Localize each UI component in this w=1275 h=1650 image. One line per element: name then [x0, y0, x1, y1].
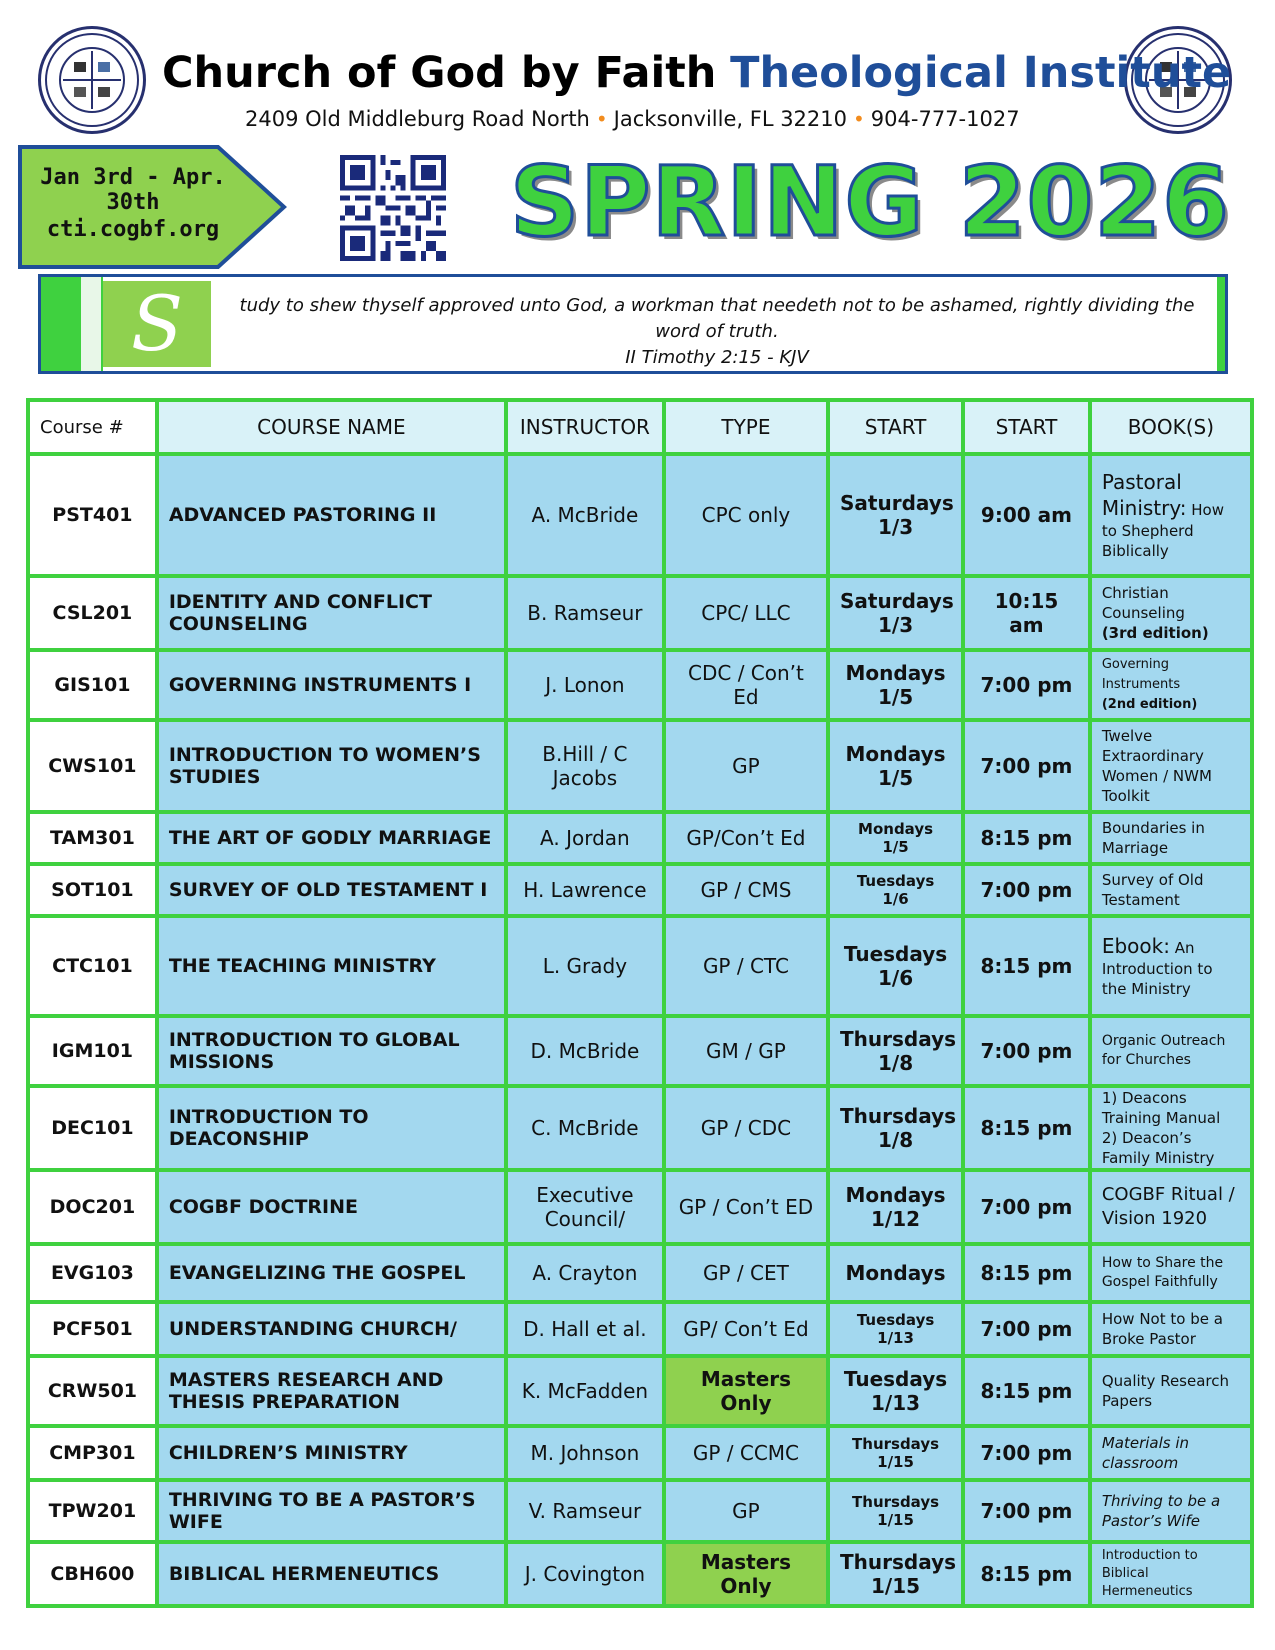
- table-row: [28, 1302, 1252, 1356]
- instructor: D. Hall et al.: [506, 1302, 664, 1356]
- day-label: Mondays: [845, 1261, 946, 1285]
- start-date: 1/3: [877, 515, 914, 539]
- title-institute: Theological Institute: [730, 48, 1232, 98]
- book-cell: 1) Deacons Training Manual 2) Deacon’s Family Ministry: [1090, 1086, 1252, 1170]
- instructor: A. Jordan: [506, 812, 664, 864]
- scripture-banner: [38, 274, 1228, 374]
- address-city: Jacksonville, FL 32210: [613, 107, 847, 131]
- book-subtitle: An Introduction to the Ministry: [1101, 939, 1213, 998]
- course-code: DEC101: [28, 1086, 157, 1170]
- course-code: PCF501: [28, 1302, 157, 1356]
- table-row: [28, 864, 1252, 916]
- course-code: TAM301: [28, 812, 157, 864]
- course-type: GP/Con’t Ed: [664, 812, 828, 864]
- course-code: EVG103: [28, 1244, 157, 1302]
- start-day: [828, 1542, 963, 1606]
- start-date: 1/3: [877, 613, 914, 637]
- course-name: UNDERSTANDING CHURCH/: [157, 1302, 506, 1356]
- banner-stripe: [41, 277, 81, 371]
- institute-seal-icon: [38, 26, 146, 134]
- column-header: COURSE NAME: [157, 400, 506, 454]
- book-title: Governing Instruments: [1101, 657, 1181, 692]
- book-cell: Introduction to Biblical Hermeneutics: [1090, 1542, 1252, 1606]
- start-date: 1/13: [877, 1329, 914, 1347]
- start-time: 7:00 pm: [963, 720, 1090, 812]
- course-type: GP / CMS: [664, 864, 828, 916]
- course-type: GP / CCMC: [664, 1426, 828, 1480]
- start-time: 8:15 pm: [963, 916, 1090, 1016]
- title-church: Church of God by Faith: [162, 48, 717, 98]
- course-code: CSL201: [28, 576, 157, 650]
- course-type: CDC / Con’t Ed: [664, 650, 828, 720]
- start-time: 7:00 pm: [963, 1170, 1090, 1244]
- start-day: [828, 864, 963, 916]
- start-time: 7:00 pm: [963, 864, 1090, 916]
- instructor: K. McFadden: [506, 1356, 664, 1426]
- course-type: GP: [664, 720, 828, 812]
- start-time: 7:00 pm: [963, 1016, 1090, 1086]
- course-name: EVANGELIZING THE GOSPEL: [157, 1244, 506, 1302]
- start-time: 7:00 pm: [963, 650, 1090, 720]
- book-cell: How Not to be a Broke Pastor: [1090, 1302, 1252, 1356]
- start-date: 1/8: [877, 1051, 914, 1075]
- book-cell: [1090, 454, 1252, 576]
- instructor: C. McBride: [506, 1086, 664, 1170]
- course-type: GP: [664, 1480, 828, 1542]
- date-arrow-banner: [18, 145, 288, 269]
- start-time: 10:15 am: [963, 576, 1090, 650]
- website-link[interactable]: cti.cogbf.org: [46, 217, 220, 242]
- instructor: J. Covington: [506, 1542, 664, 1606]
- address-street: 2409 Old Middleburg Road North: [245, 107, 590, 131]
- table-row: [28, 1480, 1252, 1542]
- table-row: [28, 812, 1252, 864]
- column-header: BOOK(S): [1090, 400, 1252, 454]
- instructor: L. Grady: [506, 916, 664, 1016]
- course-code: SOT101: [28, 864, 157, 916]
- table-row: [28, 1170, 1252, 1244]
- course-code: CBH600: [28, 1542, 157, 1606]
- instructor: V. Ramseur: [506, 1480, 664, 1542]
- term-heading: SPRING 2026: [510, 146, 1230, 258]
- start-day: [828, 1302, 963, 1356]
- column-header: INSTRUCTOR: [506, 400, 664, 454]
- course-name: THRIVING TO BE A PASTOR’S WIFE: [157, 1480, 506, 1542]
- course-name: GOVERNING INSTRUMENTS I: [157, 650, 506, 720]
- course-code: CTC101: [28, 916, 157, 1016]
- book-title: Ebook:: [1101, 934, 1170, 958]
- bullet-icon: •: [595, 107, 608, 131]
- day-label: Tuesdays: [856, 872, 935, 890]
- start-day: [828, 454, 963, 576]
- instructor: J. Lonon: [506, 650, 664, 720]
- table-row: [28, 1542, 1252, 1606]
- book-title: Christian Counseling: [1101, 584, 1185, 622]
- start-date: 1/5: [877, 766, 914, 790]
- course-code: PST401: [28, 454, 157, 576]
- instructor: A. Crayton: [506, 1244, 664, 1302]
- course-code: CRW501: [28, 1356, 157, 1426]
- day-label: Thursdays: [852, 1493, 940, 1511]
- course-name: INTRODUCTION TO GLOBAL MISSIONS: [157, 1016, 506, 1086]
- course-type: GP / Con’t ED: [664, 1170, 828, 1244]
- drop-cap-box: [103, 281, 211, 367]
- course-code: CMP301: [28, 1426, 157, 1480]
- course-schedule-table: [26, 398, 1254, 1608]
- course-type: CPC only: [664, 454, 828, 576]
- course-code: TPW201: [28, 1480, 157, 1542]
- start-day: [828, 650, 963, 720]
- start-day: [828, 812, 963, 864]
- qr-code-icon[interactable]: [340, 155, 446, 261]
- start-time: 8:15 pm: [963, 1356, 1090, 1426]
- scripture-reference: II Timothy 2:15 - KJV: [625, 347, 809, 368]
- drop-cap-letter: S: [130, 279, 184, 368]
- start-day: [828, 1170, 963, 1244]
- table-header-row: [28, 400, 1252, 454]
- course-type: CPC/ LLC: [664, 576, 828, 650]
- course-name: IDENTITY AND CONFLICT COUNSELING: [157, 576, 506, 650]
- course-name: THE TEACHING MINISTRY: [157, 916, 506, 1016]
- start-time: 9:00 am: [963, 454, 1090, 576]
- term-dates: Jan 3rd - Apr. 30th: [40, 165, 226, 215]
- start-date: 1/15: [877, 1453, 914, 1471]
- start-day: [828, 1426, 963, 1480]
- start-day: [828, 1480, 963, 1542]
- table-row: [28, 1426, 1252, 1480]
- column-header: START: [963, 400, 1090, 454]
- start-day: [828, 1086, 963, 1170]
- start-day: [828, 916, 963, 1016]
- day-label: Tuesdays: [843, 1367, 948, 1391]
- day-label: Saturdays: [840, 491, 954, 515]
- start-day: [828, 720, 963, 812]
- table-row: [28, 916, 1252, 1016]
- start-time: 8:15 pm: [963, 1244, 1090, 1302]
- course-name: SURVEY OF OLD TESTAMENT I: [157, 864, 506, 916]
- day-label: Saturdays: [840, 589, 954, 613]
- course-type: Masters Only: [664, 1542, 828, 1606]
- page-title: [162, 42, 1232, 104]
- course-name: CHILDREN’S MINISTRY: [157, 1426, 506, 1480]
- course-name: BIBLICAL HERMENEUTICS: [157, 1542, 506, 1606]
- start-date: 1/5: [882, 838, 909, 856]
- book-cell: Twelve Extraordinary Women / NWM Toolkit: [1090, 720, 1252, 812]
- table-row: [28, 1086, 1252, 1170]
- day-label: Thursdays: [840, 1104, 957, 1128]
- day-label: Thursdays: [852, 1435, 940, 1453]
- day-label: Mondays: [845, 742, 946, 766]
- start-date: 1/12: [871, 1207, 921, 1231]
- banner-stripe: [1217, 277, 1225, 371]
- course-type: GP / CDC: [664, 1086, 828, 1170]
- instructor: B.Hill / C Jacobs: [506, 720, 664, 812]
- course-type: GP / CET: [664, 1244, 828, 1302]
- start-date: 1/6: [877, 966, 914, 990]
- book-edition: (3rd edition): [1101, 624, 1209, 642]
- book-cell: Organic Outreach for Churches: [1090, 1016, 1252, 1086]
- start-day: [828, 1356, 963, 1426]
- instructor: D. McBride: [506, 1016, 664, 1086]
- course-code: CWS101: [28, 720, 157, 812]
- book-cell: Quality Research Papers: [1090, 1356, 1252, 1426]
- table-row: [28, 576, 1252, 650]
- course-name: INTRODUCTION TO DEACONSHIP: [157, 1086, 506, 1170]
- start-date: 1/13: [871, 1391, 921, 1415]
- table-row: [28, 650, 1252, 720]
- course-name: INTRODUCTION TO WOMEN’S STUDIES: [157, 720, 506, 812]
- day-label: Thursdays: [840, 1550, 957, 1574]
- course-type: GP/ Con’t Ed: [664, 1302, 828, 1356]
- start-time: 8:15 pm: [963, 1542, 1090, 1606]
- book-cell: [1090, 916, 1252, 1016]
- column-header: TYPE: [664, 400, 828, 454]
- book-cell: How to Share the Gospel Faithfully: [1090, 1244, 1252, 1302]
- start-time: 8:15 pm: [963, 812, 1090, 864]
- course-type: GP / CTC: [664, 916, 828, 1016]
- instructor: A. McBride: [506, 454, 664, 576]
- course-type: GM / GP: [664, 1016, 828, 1086]
- day-label: Tuesdays: [843, 942, 948, 966]
- scripture-quote: [227, 293, 1207, 371]
- bullet-icon: •: [853, 107, 865, 131]
- table-row: [28, 1016, 1252, 1086]
- start-date: 1/6: [882, 890, 909, 908]
- start-day: [828, 576, 963, 650]
- start-date: 1/5: [877, 685, 914, 709]
- book-cell: Survey of Old Testament: [1090, 864, 1252, 916]
- start-time: 7:00 pm: [963, 1426, 1090, 1480]
- scripture-text: tudy to shew thyself approved unto God, a workman that needeth not to be ashamed, rightly dividing the word of truth.: [239, 295, 1195, 342]
- start-time: 8:15 pm: [963, 1086, 1090, 1170]
- course-code: IGM101: [28, 1016, 157, 1086]
- address-line: [245, 104, 1045, 134]
- start-date: 1/8: [877, 1128, 914, 1152]
- instructor: M. Johnson: [506, 1426, 664, 1480]
- table-row: [28, 1356, 1252, 1426]
- course-name: MASTERS RESEARCH AND THESIS PREPARATION: [157, 1356, 506, 1426]
- book-cell: COGBF Ritual / Vision 1920: [1090, 1170, 1252, 1244]
- course-type: Masters Only: [664, 1356, 828, 1426]
- start-day: [828, 1244, 963, 1302]
- start-date: 1/15: [871, 1574, 921, 1598]
- course-name: ADVANCED PASTORING II: [157, 454, 506, 576]
- book-cell: Thriving to be a Pastor’s Wife: [1090, 1480, 1252, 1542]
- start-time: 7:00 pm: [963, 1480, 1090, 1542]
- course-code: GIS101: [28, 650, 157, 720]
- course-name: COGBF DOCTRINE: [157, 1170, 506, 1244]
- instructor: H. Lawrence: [506, 864, 664, 916]
- banner-stripe: [81, 277, 103, 371]
- day-label: Mondays: [845, 1183, 946, 1207]
- table-row: [28, 1244, 1252, 1302]
- course-code: DOC201: [28, 1170, 157, 1244]
- book-edition: (2nd edition): [1101, 697, 1198, 712]
- column-header: START: [828, 400, 963, 454]
- book-cell: Boundaries in Marriage: [1090, 812, 1252, 864]
- table-row: [28, 454, 1252, 576]
- day-label: Mondays: [858, 820, 934, 838]
- column-header: Course #: [28, 400, 157, 454]
- start-day: [828, 1016, 963, 1086]
- day-label: Tuesdays: [856, 1311, 935, 1329]
- day-label: Mondays: [845, 661, 946, 685]
- book-cell: Materials in classroom: [1090, 1426, 1252, 1480]
- course-name: THE ART OF GODLY MARRIAGE: [157, 812, 506, 864]
- start-time: 7:00 pm: [963, 1302, 1090, 1356]
- book-cell: [1090, 650, 1252, 720]
- table-row: [28, 720, 1252, 812]
- book-cell: [1090, 576, 1252, 650]
- instructor: B. Ramseur: [506, 576, 664, 650]
- instructor: Executive Council/: [506, 1170, 664, 1244]
- book-title: Pastoral Ministry:: [1101, 470, 1187, 520]
- start-date: 1/15: [877, 1511, 914, 1529]
- book-subtitle: How to Shepherd Biblically: [1101, 501, 1224, 560]
- day-label: Thursdays: [840, 1027, 957, 1051]
- address-phone: 904-777-1027: [870, 107, 1020, 131]
